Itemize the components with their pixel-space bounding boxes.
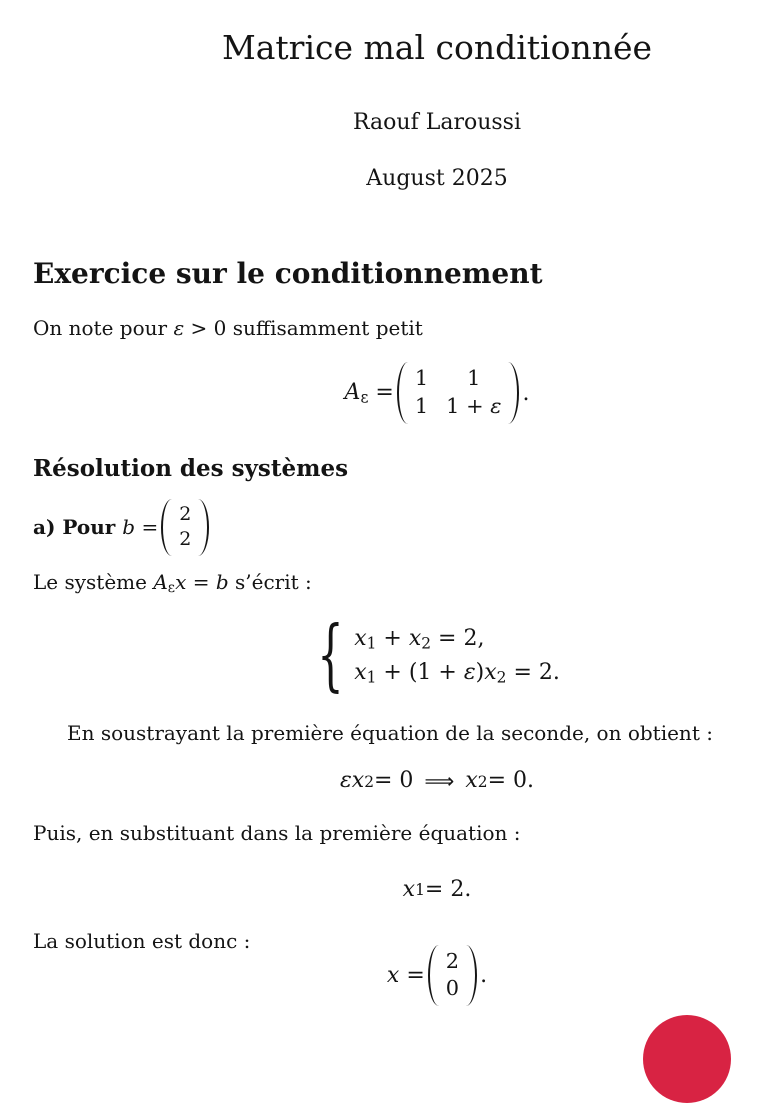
math-token: 2 <box>477 772 488 791</box>
item-a-label <box>33 515 158 539</box>
vector-cell <box>446 975 459 1003</box>
cases-brace-icon: { <box>317 610 344 701</box>
math-token: x <box>484 659 497 685</box>
math-token: On note pour <box>33 316 174 341</box>
math-token: = 2. <box>506 659 560 685</box>
document-page <box>33 0 772 1006</box>
math-token: x <box>175 569 187 594</box>
math-token: ε <box>173 316 185 341</box>
math-token: 2 <box>445 948 460 973</box>
math-token: 1 <box>414 394 429 419</box>
equation-tail <box>522 381 529 406</box>
math-token: x <box>354 626 367 652</box>
matrix-cell <box>467 365 480 393</box>
math-token: Le système <box>33 569 154 594</box>
systeme-paragraph <box>33 570 772 597</box>
math-token: 1 <box>366 634 377 653</box>
equation-lhs <box>345 380 394 406</box>
math-token: x <box>408 626 422 652</box>
math-token: = 2. <box>424 876 472 902</box>
math-token: 1 <box>414 366 429 391</box>
page-title: Matrice mal conditionnée <box>221 28 653 67</box>
math-token <box>454 767 465 796</box>
vector-cell <box>179 527 191 552</box>
system-equations <box>33 610 772 701</box>
math-token: = 0 <box>373 768 425 794</box>
math-token: b <box>215 569 229 594</box>
soustrayant-paragraph: En soustrayant la première équation de la seconde, on obtient : <box>67 721 713 746</box>
right-paren-icon <box>508 362 519 423</box>
section-heading: Exercice sur le conditionnement <box>33 257 543 291</box>
cases-block <box>314 610 560 701</box>
vector-cells <box>172 499 198 555</box>
cases-line <box>354 656 560 689</box>
matrix-cell <box>415 365 428 393</box>
math-token: + (1 + <box>376 659 464 685</box>
math-token: b <box>122 515 136 540</box>
left-paren-icon <box>161 499 172 555</box>
matrix-cells <box>408 362 509 423</box>
math-token: . <box>522 380 530 406</box>
math-token: 2 <box>496 668 507 687</box>
right-paren-icon <box>198 499 209 555</box>
subsection-heading: Résolution des systèmes <box>33 454 349 482</box>
equation-solution <box>33 945 772 1006</box>
math-token: ε <box>490 394 502 419</box>
math-token: 2 <box>179 503 192 526</box>
math-token: = <box>399 962 425 988</box>
left-paren-icon <box>397 362 408 423</box>
math-token: 1 <box>467 366 481 391</box>
math-token: 2 <box>364 772 374 791</box>
left-paren-icon <box>428 945 439 1006</box>
vector-x <box>428 945 477 1006</box>
equation-lhs <box>387 963 425 988</box>
math-token: = <box>186 569 216 594</box>
math-token: 1 <box>415 881 425 900</box>
math-token: A <box>153 569 168 594</box>
math-token: = 0. <box>487 768 535 794</box>
math-token: 1 <box>366 668 377 687</box>
math-token: x <box>402 876 416 902</box>
math-token: ε <box>463 659 476 685</box>
equation-tail <box>480 963 487 988</box>
vector-cell <box>179 502 191 527</box>
right-paren-icon <box>466 945 477 1006</box>
math-token: x <box>386 962 400 988</box>
item-a-paragraph <box>33 499 772 555</box>
math-token: ε <box>360 388 369 407</box>
math-token: = <box>135 515 159 540</box>
math-token: A <box>344 379 361 405</box>
matrix-a-epsilon <box>397 362 520 423</box>
math-token: ε <box>167 579 176 596</box>
math-token: 0 <box>445 976 460 1001</box>
math-token: s’écrit : <box>228 569 312 594</box>
math-token: 2 <box>179 528 192 551</box>
vector-cells <box>439 945 466 1006</box>
math-token: . <box>480 962 488 988</box>
math-token: = 2, <box>431 626 485 652</box>
math-token: ) <box>475 659 485 685</box>
intro-paragraph <box>33 316 772 340</box>
author: Raouf Laroussi <box>352 110 521 136</box>
floating-action-button[interactable] <box>643 1015 731 1103</box>
solution-paragraph: La solution est donc : <box>33 928 251 953</box>
math-token: εx <box>339 768 365 794</box>
equation-x1 <box>33 876 772 905</box>
equation-matrix-definition <box>33 362 772 423</box>
equation-implication <box>33 767 772 796</box>
math-token: a) Pour <box>33 515 123 540</box>
matrix-cell <box>415 393 428 421</box>
math-token: x <box>465 768 478 794</box>
math-token: 2 <box>421 634 432 653</box>
matrix-cell <box>446 393 501 421</box>
math-token: > 0 suffisamment petit <box>184 316 423 341</box>
math-token: = <box>368 379 394 405</box>
math-token: 1 + <box>446 394 491 419</box>
date: August 2025 <box>366 165 508 191</box>
math-token: ⟹ <box>424 769 455 794</box>
puis-paragraph: Puis, en substituant dans la première équation : <box>33 820 521 845</box>
vector-cell <box>446 948 459 976</box>
vector-b <box>161 499 209 555</box>
cases-lines <box>354 622 560 689</box>
cases-line <box>354 622 484 655</box>
math-token: x <box>354 659 367 685</box>
math-token: + <box>376 626 409 652</box>
